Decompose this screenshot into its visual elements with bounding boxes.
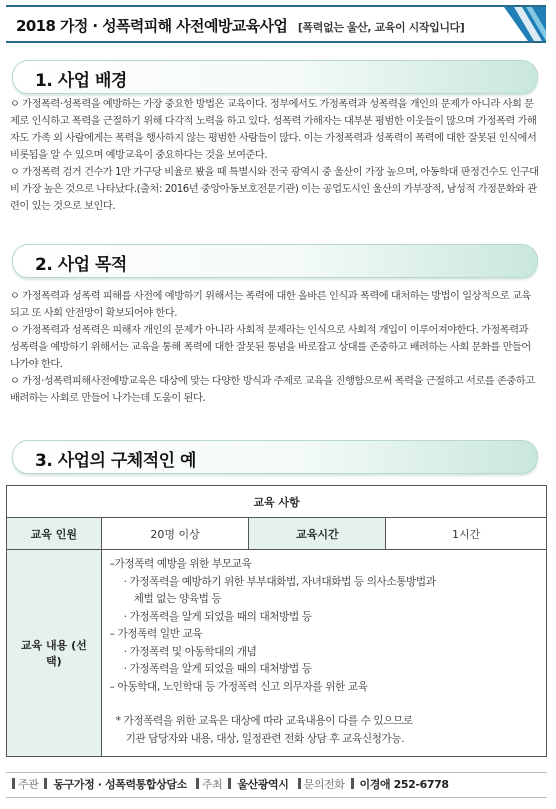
section-1-heading: 1. 사업 배경	[35, 71, 127, 91]
time-label: 교육시간	[249, 518, 386, 550]
contact-value: 이경애 252-6778	[359, 778, 449, 791]
footer-marker-icon	[12, 778, 15, 789]
section-1-header	[12, 60, 538, 94]
section-1-body	[10, 96, 540, 215]
content-line: 체벌 없는 양육법 등	[133, 593, 222, 605]
contact-label: 문의전화	[303, 778, 345, 791]
document-title	[16, 15, 464, 36]
section-3-heading: 3. 사업의 구체적인 예	[35, 451, 196, 471]
document-title-bar	[6, 5, 546, 43]
time-value: 1시간	[386, 518, 547, 550]
title-subtitle: [폭력없는 울산, 교육이 시작입니다]	[297, 21, 465, 34]
content-line: · 가정폭력을 알게 되었을 때의 대처방법 등	[123, 610, 312, 623]
people-value: 20명 이상	[101, 518, 249, 550]
content-line: · 가정폭력을 알게 되었을 때의 대처방법 등	[123, 663, 312, 675]
title-text: 2018 가정 · 성폭력피해 사전예방교육사업	[16, 17, 288, 35]
content-line: · 가정폭력 및 아동학대의 개념	[123, 645, 257, 658]
section-2-heading: 2. 사업 목적	[35, 255, 127, 275]
sponsor-value: 울산광역시	[237, 778, 289, 791]
section-1-paragraph: ㅇ 가정폭력·성폭력을 예방하는 가장 중요한 방법은 교육이다. 정부에서도 가정폭력과 성폭력을 개인의 문제가 아니라 사회 문제로 인식하고 폭력을 근절하기 위해 다각적 노력을 하고 있다. 성폭력 가해자는 대부분 평범한 이웃들이 많으며 가정폭력 가해자도 가족 외 사람에게는 폭력을 행사하지 않는 평범한 사람들이 많다. 이는 가정폭력과 성폭력이 폭력에 대한 잘못된 인식에서 비롯됨을 알 수 있으며 예방교육이 중요하다는 것을 보여준다.	[10, 99, 537, 161]
section-2-paragraph: ㅇ 가정폭력과 성폭력 피해를 사전에 예방하기 위해서는 폭력에 대한 올바른 인식과 폭력에 대처하는 방법이 일상적으로 교육되고 또 사회 안전망이 확보되어야 한다.	[10, 291, 531, 319]
footer-marker-icon	[228, 778, 231, 789]
section-1-paragraph: ㅇ 가정폭력 검거 건수가 1만 가구당 비율로 봤을 때 특별시와 전국 광역시 중 울산이 가장 높으며, 아동학대 판정건수도 인구대비 가장 높은 것으로 나타났다.(출처: 2016년 중앙아동보호전문기관) 이는 공업도시인 울산의 가부장적, 남성적 가정문화와 관련이 있는 것으로 보인다.	[10, 167, 539, 212]
footer-marker-icon	[351, 778, 354, 789]
section-2-paragraph: ㅇ 가정·성폭력피해사전예방교육은 대상에 맞는 다양한 방식과 주제로 교육을 진행함으로써 폭력을 근절하고 서로를 존중하고 배려하는 사회로 만들어 나가는데 도움이 된다.	[10, 376, 535, 404]
people-label: 교육 인원	[7, 518, 102, 550]
section-3-header	[12, 440, 538, 474]
content-line: * 가정폭력을 위한 교육은 대상에 따라 교육내용이 다를 수 있으므로	[115, 715, 413, 727]
education-info-table	[6, 485, 547, 757]
sponsor-label: 주최	[201, 778, 223, 791]
content-line: 기관 담당자와 내용, 대상, 일정관련 전화 상담 후 교육신청가능.	[125, 732, 405, 745]
section-2-header	[12, 244, 538, 278]
content-line	[110, 696, 540, 713]
footer-bar	[6, 772, 547, 798]
content-line: · 가정폭력을 예방하기 위한 부부대화법, 자녀대화법 등 의사소통방법과	[123, 575, 436, 588]
title-decoration	[486, 7, 546, 41]
footer-marker-icon	[196, 778, 199, 789]
content-line: – 가정폭력 일반 교육	[109, 628, 203, 640]
section-2-paragraph: ㅇ 가정폭력과 성폭력은 피해자 개인의 문제가 아니라 사회적 문제라는 인식으로 사회적 개입이 이루어져야한다. 가정폭력과 성폭력을 예방하기 위해서는 교육을 통해 폭력에 대한 잘못된 통념을 바로잡고 상대를 존중하고 배려하는 사회 문화를 만들어 나가야 한다.	[10, 325, 531, 370]
content-line: –가정폭력 예방을 위한 부모교육	[109, 558, 252, 570]
content-cell	[101, 550, 546, 757]
section-2-body	[10, 288, 540, 407]
footer-marker-icon	[44, 778, 47, 789]
host-label: 주관	[18, 778, 39, 791]
table-title: 교육 사항	[7, 486, 547, 518]
host-value: 동구가정 · 성폭력통합상담소	[53, 778, 187, 791]
content-line: – 아동학대, 노인학대 등 가정폭력 신고 의무자를 위한 교육	[109, 680, 368, 693]
content-label: 교육 내용 (선택)	[7, 550, 102, 757]
footer-marker-icon	[298, 778, 301, 789]
